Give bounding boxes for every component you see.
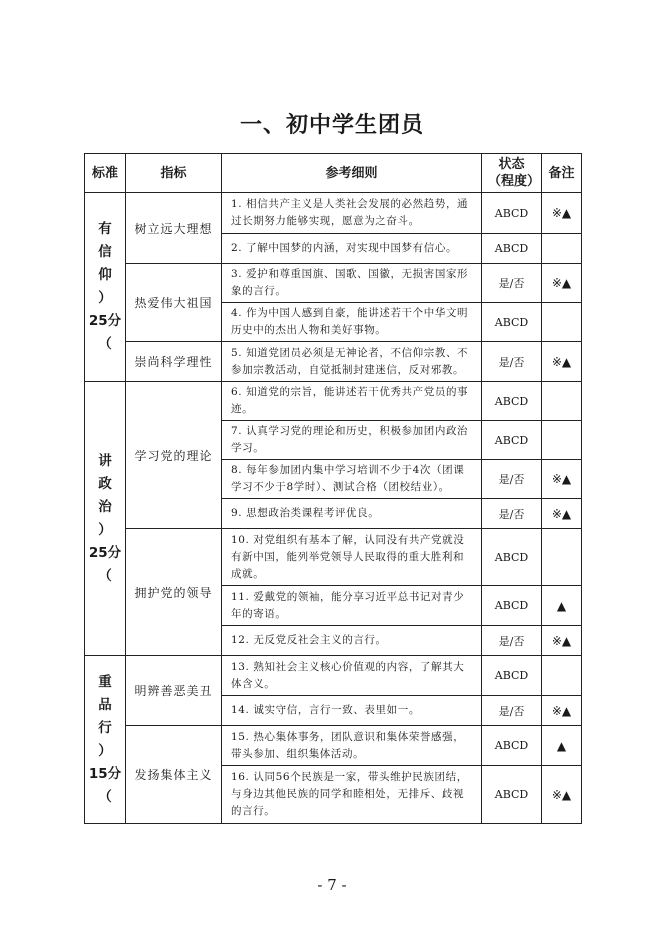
page-number: - 7 -: [317, 876, 347, 894]
page-title: 一、初中学生团员: [239, 113, 424, 138]
detail-cell: 15. 热心集体事务，团队意识和集体荣誉感强，带头参加、组织集体活动。: [222, 726, 482, 766]
status-cell: ABCD: [482, 529, 542, 586]
category-cell: 有 信 仰 ） 25分 （: [85, 193, 126, 382]
note-cell: ※▲: [542, 766, 582, 824]
header-status: 状态（程度）: [482, 154, 542, 193]
indicator-cell: 树立远大理想: [126, 193, 222, 264]
note-cell: ▲: [542, 726, 582, 766]
status-cell: 是/否: [482, 696, 542, 726]
detail-cell: 3. 爱护和尊重国旗、国歌、国徽，无损害国家形象的言行。: [222, 264, 482, 303]
indicator-cell: 崇尚科学理性: [126, 342, 222, 382]
table-header-row: [85, 154, 582, 193]
note-cell: [542, 234, 582, 264]
note-cell: [542, 529, 582, 586]
detail-cell: 4. 作为中国人感到自豪，能讲述若干个中华文明历史中的杰出人物和美好事物。: [222, 303, 482, 342]
note-cell: ※▲: [542, 264, 582, 303]
note-cell: [542, 421, 582, 460]
detail-cell: 1. 相信共产主义是人类社会发展的必然趋势，通过长期努力能够实现，愿意为之奋斗。: [222, 193, 482, 234]
header-note: 备注: [542, 154, 582, 193]
note-cell: ※▲: [542, 626, 582, 656]
status-cell: ABCD: [482, 766, 542, 824]
indicator-cell: 明辨善恶美丑: [126, 656, 222, 726]
detail-cell: 12. 无反党反社会主义的言行。: [222, 626, 482, 656]
indicator-cell: 学习党的理论: [126, 382, 222, 529]
detail-cell: 7. 认真学习党的理论和历史，积极参加团内政治学习。: [222, 421, 482, 460]
table-row: [85, 193, 582, 234]
header-standard: 标准: [85, 154, 126, 193]
status-cell: ABCD: [482, 586, 542, 626]
detail-cell: 9. 思想政治类课程考评优良。: [222, 499, 482, 529]
table-row: [85, 656, 582, 696]
note-cell: ※▲: [542, 499, 582, 529]
note-cell: [542, 303, 582, 342]
detail-cell: 5. 知道党团员必须是无神论者，不信仰宗教、不参加宗教活动，自觉抵制封建迷信，反对邪教。: [222, 342, 482, 382]
status-cell: 是/否: [482, 499, 542, 529]
table-row: [85, 382, 582, 421]
status-cell: 是/否: [482, 626, 542, 656]
status-cell: 是/否: [482, 264, 542, 303]
detail-cell: 8. 每年参加团内集中学习培训不少于4次（团课学习不少于8学时）、测试合格（团校结业）。: [222, 460, 482, 499]
evaluation-table: [84, 153, 582, 824]
detail-cell: 2. 了解中国梦的内涵，对实现中国梦有信心。: [222, 234, 482, 264]
indicator-cell: 发扬集体主义: [126, 726, 222, 824]
note-cell: ▲: [542, 586, 582, 626]
table-row: [85, 529, 582, 586]
note-cell: [542, 382, 582, 421]
indicator-cell: 拥护党的领导: [126, 529, 222, 656]
detail-cell: 6. 知道党的宗旨，能讲述若干优秀共产党员的事迹。: [222, 382, 482, 421]
status-cell: 是/否: [482, 342, 542, 382]
header-indicator: 指标: [126, 154, 222, 193]
indicator-cell: 热爱伟大祖国: [126, 264, 222, 342]
status-cell: ABCD: [482, 303, 542, 342]
status-cell: ABCD: [482, 726, 542, 766]
detail-cell: 14. 诚实守信，言行一致、表里如一。: [222, 696, 482, 726]
table-row: [85, 342, 582, 382]
note-cell: ※▲: [542, 342, 582, 382]
table-row: [85, 264, 582, 303]
status-cell: ABCD: [482, 382, 542, 421]
category-cell: 讲 政 治 ） 25分 （: [85, 382, 126, 656]
status-cell: 是/否: [482, 460, 542, 499]
note-cell: ※▲: [542, 460, 582, 499]
note-cell: ※▲: [542, 193, 582, 234]
status-cell: ABCD: [482, 234, 542, 264]
note-cell: [542, 656, 582, 696]
note-cell: ※▲: [542, 696, 582, 726]
status-cell: ABCD: [482, 656, 542, 696]
table-row: [85, 726, 582, 766]
detail-cell: 16. 认同56个民族是一家，带头维护民族团结，与身边其他民族的同学和睦相处，无排斥、歧视的言行。: [222, 766, 482, 824]
status-cell: ABCD: [482, 421, 542, 460]
category-cell: 重 品 行 ） 15分 （: [85, 656, 126, 824]
detail-cell: 13. 熟知社会主义核心价值观的内容，了解其大体含义。: [222, 656, 482, 696]
detail-cell: 11. 爱戴党的领袖，能分享习近平总书记对青少年的寄语。: [222, 586, 482, 626]
header-detail: 参考细则: [222, 154, 482, 193]
detail-cell: 10. 对党组织有基本了解，认同没有共产党就没有新中国，能列举党领导人民取得的重大胜利和成就。: [222, 529, 482, 586]
status-cell: ABCD: [482, 193, 542, 234]
